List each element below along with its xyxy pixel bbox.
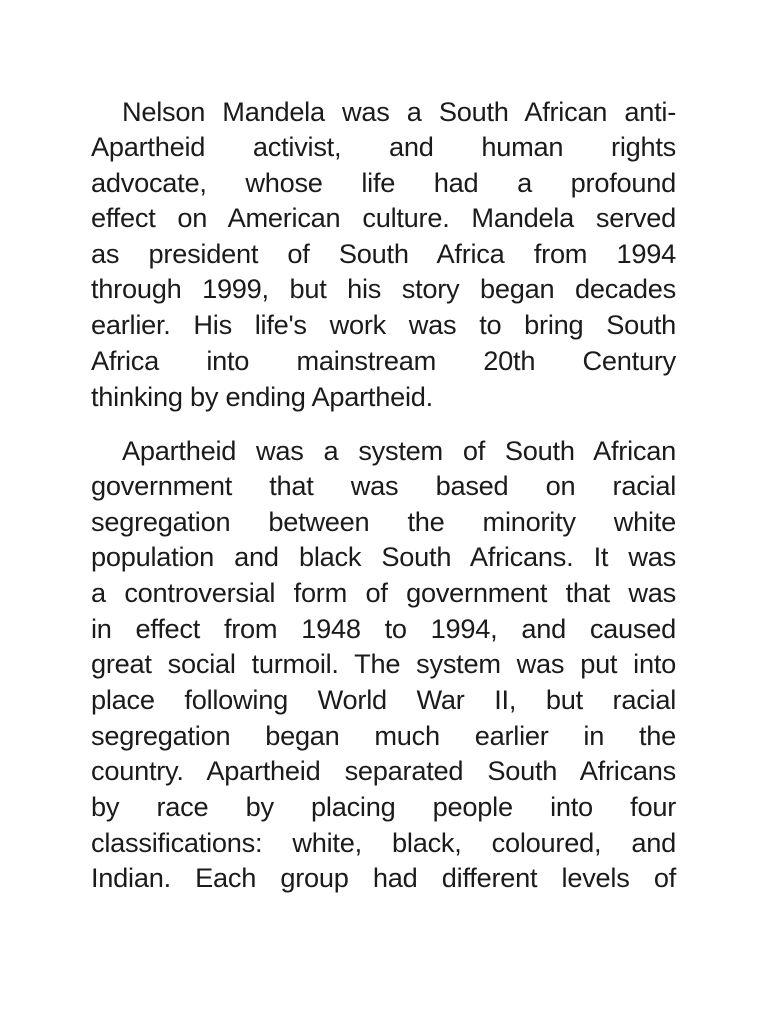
text-line: segregation began much earlier in the (91, 720, 676, 751)
text-line: great social turmoil. The system was put into (91, 648, 676, 679)
text-line: by race by placing people into four (91, 791, 676, 822)
text-line: classifications: white, black, coloured, and (91, 827, 676, 858)
text-line: place following World War II, but racial (91, 684, 676, 715)
text-line: earlier. His life's work was to bring South (91, 309, 676, 340)
text-line: Apartheid was a system of South African (122, 435, 676, 466)
text-line: through 1999, but his story began decades (91, 273, 676, 304)
text-line: thinking by ending Apartheid. (91, 381, 433, 412)
text-line: a controversial form of government that was (91, 577, 676, 608)
text-line: effect on American culture. Mandela served (91, 202, 676, 233)
text-line: as president of South Africa from 1994 (91, 238, 676, 269)
text-line: Africa into mainstream 20th Century (91, 345, 676, 376)
text-line: Indian. Each group had different levels of (91, 862, 676, 893)
text-line: Apartheid activist, and human rights (91, 131, 676, 162)
text-line: segregation between the minority white (91, 506, 676, 537)
text-line: country. Apartheid separated South Africans (91, 755, 676, 786)
text-line: in effect from 1948 to 1994, and caused (91, 613, 676, 644)
text-line: population and black South Africans. It was (91, 541, 676, 572)
text-line: government that was based on racial (91, 470, 676, 501)
text-line: advocate, whose life had a profound (91, 167, 676, 198)
text-line: Nelson Mandela was a South African anti- (122, 96, 676, 127)
